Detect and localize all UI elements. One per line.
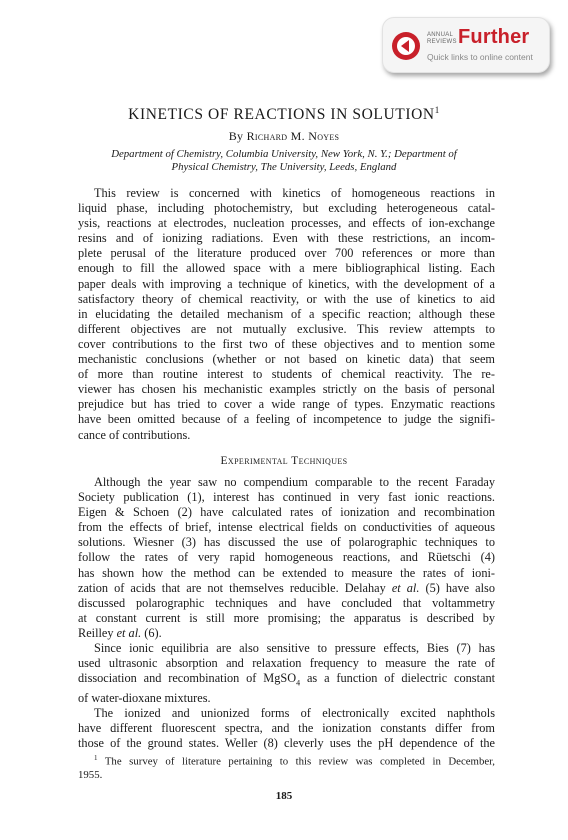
text-line: liquid phase, including photochemistry, but excluding heterogeneous catal- [78, 201, 495, 216]
further-badge[interactable] [382, 17, 550, 73]
author-prefix: By [228, 129, 247, 143]
article-title-text: KINETICS OF REACTIONS IN SOLUTION [128, 106, 435, 123]
text-line: satisfactory theory of chemical reactivity, or with the use of kinetics to aid [78, 291, 495, 306]
text-line: Reilley et al. (6). [78, 625, 162, 640]
text-line: Society publication (1), interest has continued in very fast ionic reactions. [78, 490, 495, 505]
text-line: of water-dioxane mixtures. [78, 690, 211, 705]
author-line [0, 129, 568, 144]
intro-paragraph [78, 186, 495, 443]
text-line: used ultrasonic absorption and relaxation frequency to measure the rate of [78, 656, 495, 671]
text-line: Although the year saw no compendium comparable to the recent Faraday [94, 475, 495, 489]
text-line: of more than routine interest to students of chemical reactivity. The re- [78, 367, 495, 382]
text-line: have different fluorescent spectra, and the ionization constants differ from [78, 720, 495, 735]
text-line: plete perusal of the literature produced over 700 references or more than [78, 246, 495, 261]
text-line: enough to fill the allowed space with a mere bibliographical listing. Each [78, 261, 495, 276]
text-line: solutions. Wiesner (3) has discussed the use of polarographic techniques to [78, 535, 495, 550]
section-heading: Experimental Techniques [220, 455, 348, 467]
affiliation-line: Department of Chemistry, Columbia University, New York, N. Y.; Department of [111, 148, 457, 160]
text-line: cover contributions to the first two of these objectives and to mention some [78, 336, 495, 351]
text-line: from the effects of brief, intense electrical fields on conductivities of aqueous [78, 520, 495, 535]
text-line: paper deals with improving a technique of kinetics, with the development of a [78, 276, 495, 291]
text-line: ysis, reactions at electrodes, nucleation processes, and effects of ion-exchange [78, 216, 495, 231]
text-line: have been omitted because of a feeling of incompetence to judge the signifi- [78, 412, 495, 427]
text-line: Since ionic equilibria are also sensitive to pressure effects, Bies (7) has [94, 641, 495, 656]
article-title [0, 106, 568, 124]
footnote-line [78, 752, 495, 769]
text-line: zation of acids that are not themselves reducible. Delahay et al. (5) have also [78, 580, 495, 595]
publisher-line2: REVIEWS [427, 39, 457, 45]
footnote-line: 1955. [78, 768, 103, 781]
text-line: prejudice but has tried to cover a wide range of types. Enzymatic reactions [78, 397, 495, 412]
affiliation [0, 148, 568, 174]
affiliation-line: Physical Chemistry, The University, Leeds, England [171, 161, 397, 173]
publisher-line1: ANNUAL [427, 32, 454, 38]
text-line: This review is concerned with kinetics of homogeneous reactions in [94, 186, 495, 200]
text-line: Eigen & Schoen (2) have calculated rates of ionization and recombination [78, 505, 495, 520]
brand-further: Further [458, 26, 530, 48]
text-line: The ionized and unionized forms of electronically excited naphthols [94, 705, 495, 720]
section-body [78, 475, 495, 751]
badge-tagline: Quick links to online content [427, 52, 533, 62]
publisher-label [427, 32, 457, 46]
footnote-text: The survey of literature pertaining to this review was completed in December, [97, 755, 495, 768]
text-line: cance of contributions. [78, 427, 191, 442]
text-line: has shown how the method can be extended to measure the rates of ioni- [78, 565, 495, 580]
footnote-mark: 1 [94, 754, 98, 762]
text-line: discussed polarographic techniques and have concluded that voltammetry [78, 595, 495, 610]
author-name: Richard M. Noyes [246, 129, 340, 143]
title-footnote-mark[interactable]: 1 [434, 105, 440, 115]
text-line: those of the ground states. Weller (8) cleverly uses the pH dependence of the [78, 736, 495, 751]
text-line: mechanistic conclusions (whether or not based on kinetic data) that seem [78, 352, 495, 367]
text-line: dissociation and recombination of MgSO$_4$ as a function of dielectric constant [78, 671, 496, 688]
text-line: at constant current is still more promising; the apparatus is described by [78, 610, 495, 625]
play-back-icon [391, 31, 421, 61]
text-line: different objectives are not mutually exclusive. This review attempts to [78, 321, 495, 336]
text-line: viewer has chosen his mechanistic examples strictly on the basis of personal [78, 382, 495, 397]
text-line: in elucidating the detailed mechanism of a specific reaction; although these [78, 306, 495, 321]
page-number: 185 [275, 790, 293, 802]
text-line: follow the rates of very rapid homogeneous reactions, and Rüetschi (4) [78, 550, 495, 565]
footnote [78, 752, 495, 782]
text-line: resins and of ionizing radiations. Even with these restrictions, an incom- [78, 231, 495, 246]
